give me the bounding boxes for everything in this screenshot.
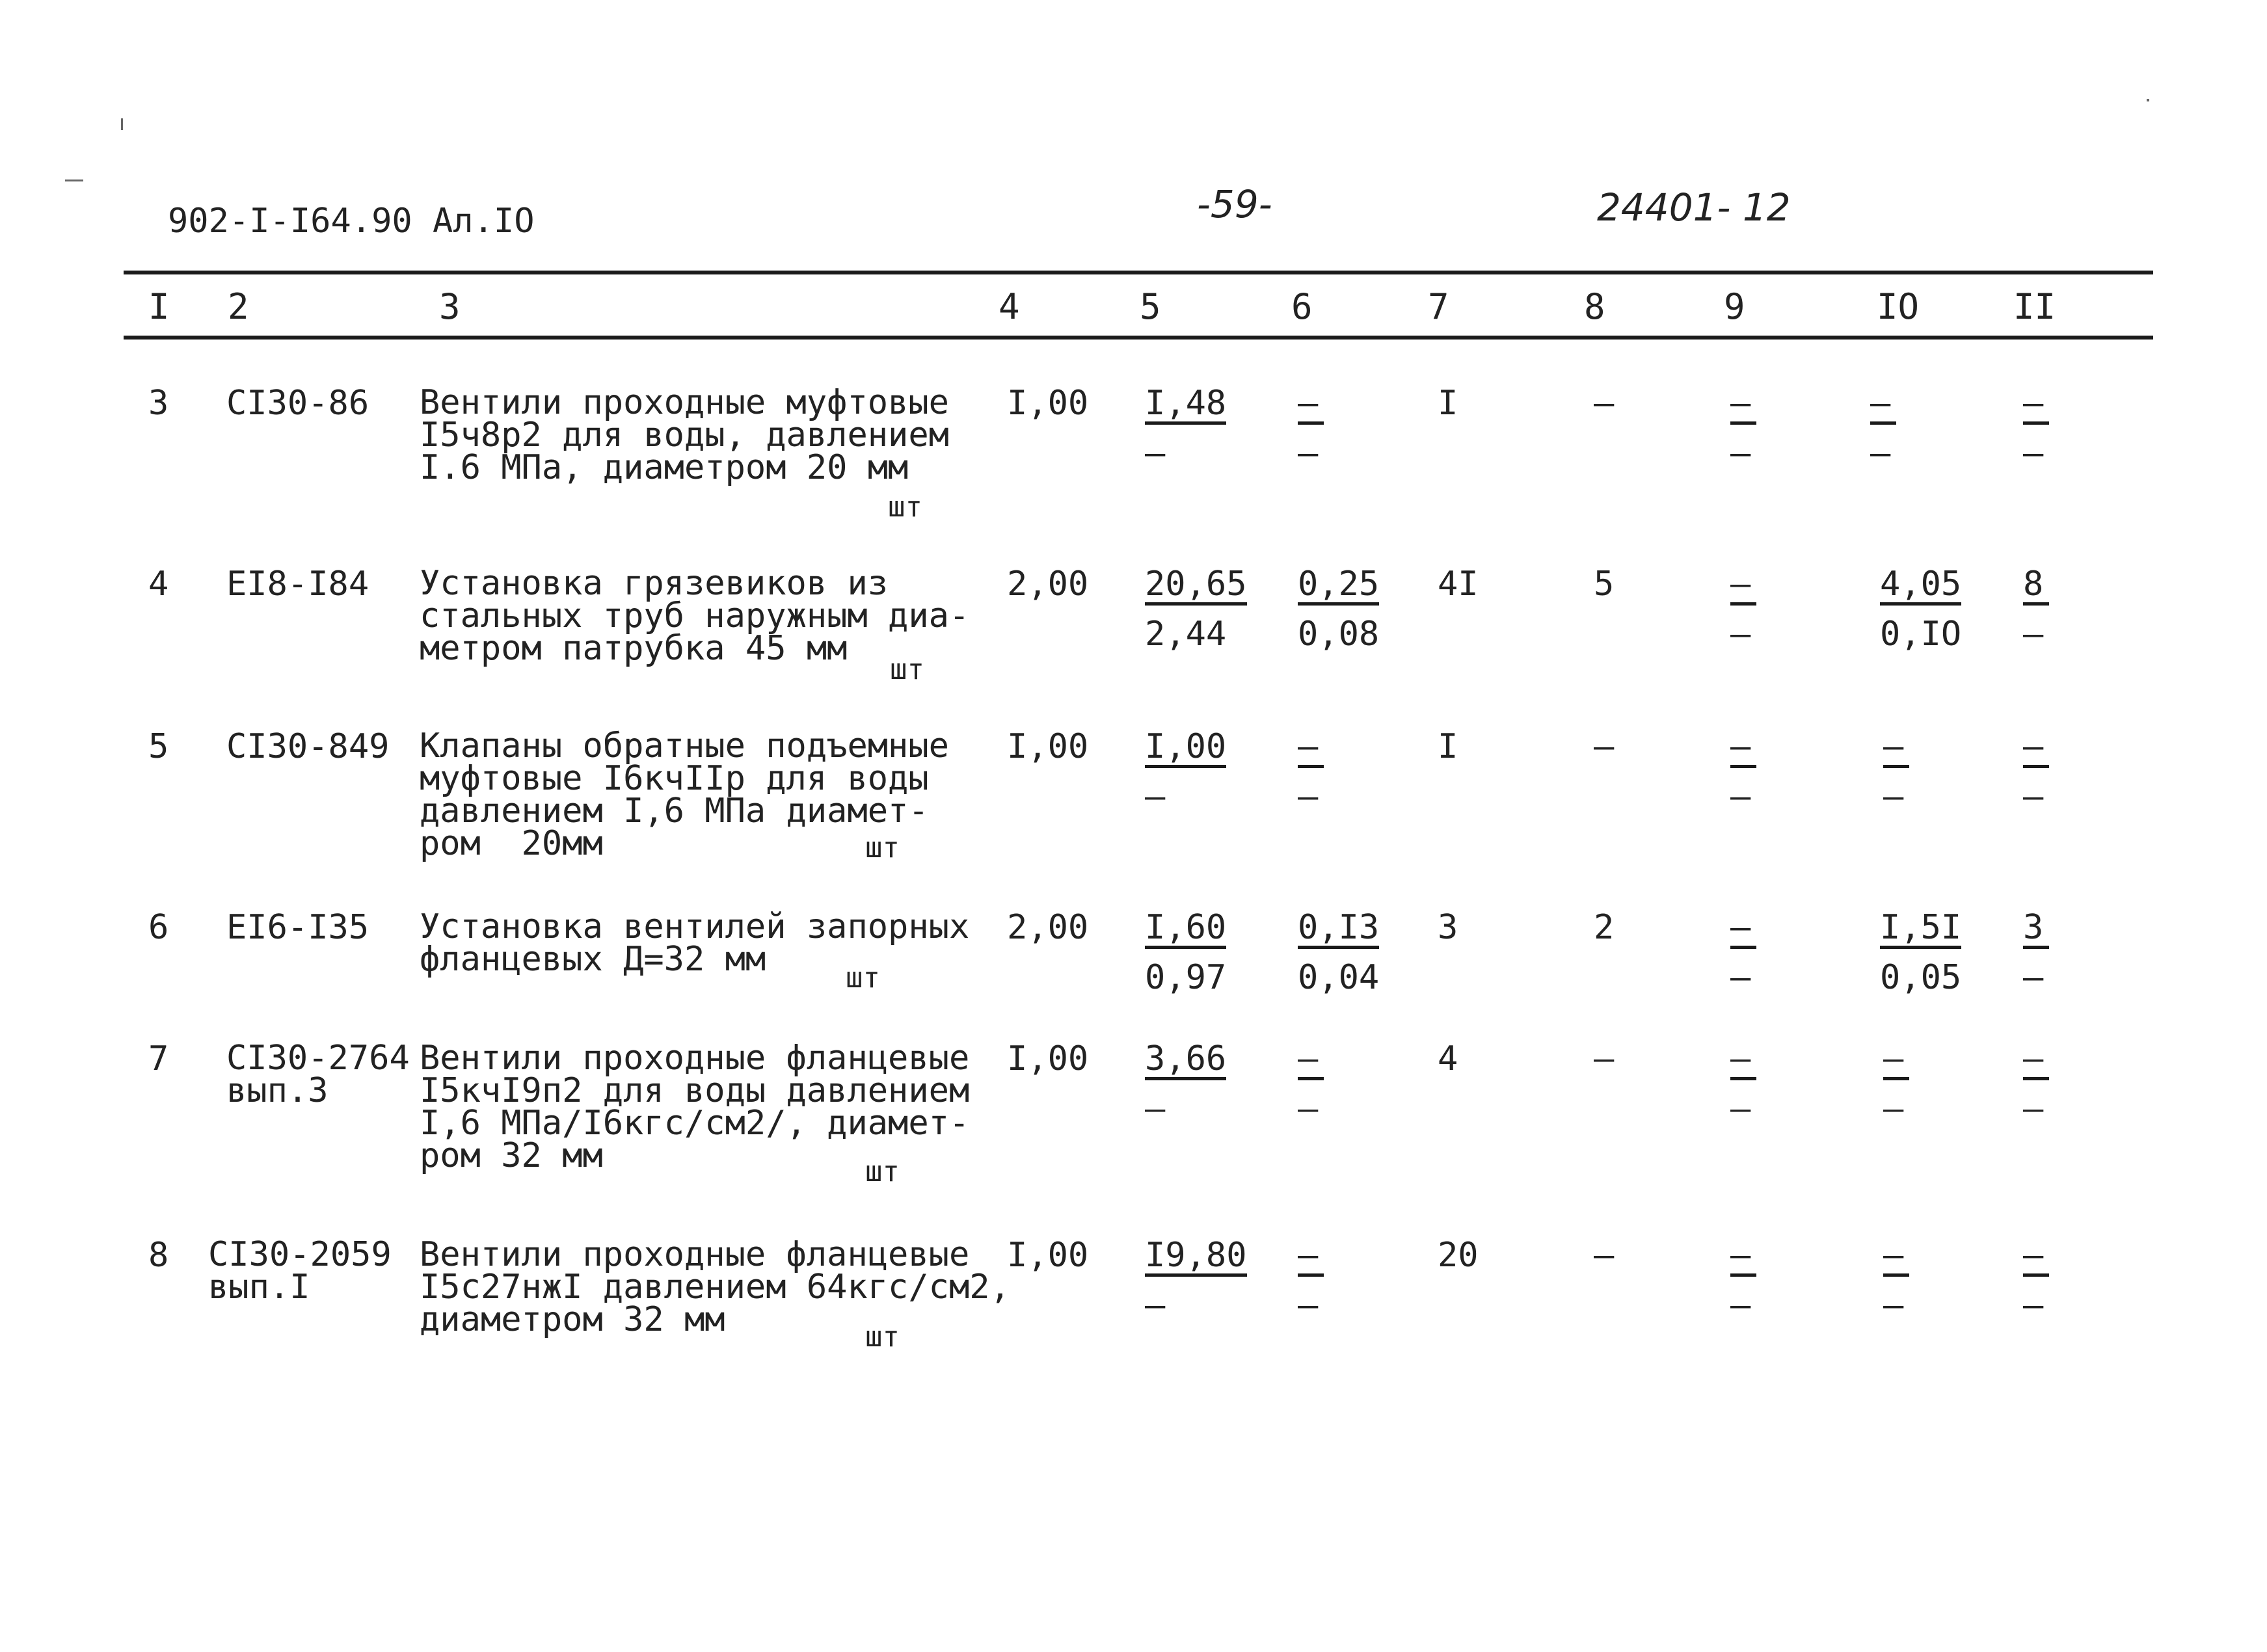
quantity: 2,00 (1007, 565, 1089, 604)
denominator: – (1145, 434, 1166, 473)
norm-code: CI30-2059 вып.I (208, 1235, 392, 1307)
denominator: 0,08 (1298, 615, 1380, 654)
numerator: – (2023, 386, 2049, 425)
denominator: – (1145, 1089, 1166, 1128)
cost-fraction-col6 (1298, 565, 1380, 654)
denominator: – (2023, 434, 2044, 473)
norm-code: EI8-I84 (226, 565, 369, 604)
denominator: – (1870, 434, 1891, 473)
quantity: I,00 (1007, 1039, 1089, 1078)
quantity: 2,00 (1007, 908, 1089, 947)
denominator: – (2023, 777, 2044, 816)
row-number: 5 (148, 727, 169, 766)
norm-code: CI30-849 (226, 727, 390, 766)
norm-code: CI30-2764 вып.3 (226, 1039, 410, 1110)
numerator: I,00 (1145, 730, 1226, 768)
cost-fraction-col6 (1298, 908, 1380, 997)
denominator: – (1730, 1089, 1751, 1128)
numerator: I,60 (1145, 911, 1226, 949)
col8-value: 5 (1594, 565, 1615, 604)
cost-fraction-col11 (2023, 727, 2049, 816)
unit-label: шт (890, 653, 924, 686)
work-description: Вентили проходные муфтовые I5ч8р2 для воды, давлением I.6 МПа, диаметром 20 мм (420, 383, 949, 487)
denominator: – (1145, 1286, 1166, 1325)
cost-fraction-col9 (1730, 384, 1756, 473)
work-description: Вентили проходные фланцевые I5кчI9п2 для воды давлением I,6 МПа/I6кгс/см2/, диамет- ром 32 мм (420, 1039, 970, 1175)
cost-fraction-col11 (2023, 1039, 2049, 1128)
work-description: Клапаны обратные подъемные муфтовые I6кчIIр для воды давлением I,6 МПа диамет- ром 20мм (420, 726, 949, 863)
column-header: 2 (228, 286, 249, 327)
row-number: 7 (148, 1039, 169, 1078)
cost-fraction-col5 (1145, 1039, 1227, 1128)
cost-fraction-col5 (1145, 1236, 1247, 1325)
numerator: 20,65 (1145, 567, 1247, 606)
column-header: 6 (1291, 286, 1313, 327)
cost-fraction-col11 (2023, 908, 2049, 997)
numerator: – (1730, 730, 1756, 768)
cost-fraction-col6 (1298, 727, 1324, 816)
denominator: – (2023, 958, 2044, 997)
cost-fraction-col11 (2023, 565, 2049, 654)
numerator: – (2023, 1238, 2049, 1277)
denominator: 0,05 (1880, 958, 1962, 997)
scan-mark (121, 118, 123, 130)
cost-fraction-col10 (1870, 384, 1896, 473)
numerator: – (1298, 730, 1324, 768)
scan-mark (2147, 99, 2149, 101)
col7-value: I (1438, 384, 1458, 423)
cost-fraction-col5 (1145, 727, 1227, 816)
quantity: I,00 (1007, 727, 1089, 766)
cost-fraction-col6 (1298, 384, 1324, 473)
table-top-rule (124, 271, 2153, 274)
cost-fraction-col5 (1145, 908, 1227, 997)
col7-value: 4I (1438, 565, 1479, 604)
numerator: 0,I3 (1298, 911, 1379, 949)
cost-fraction-col9 (1730, 1039, 1756, 1128)
numerator: I9,80 (1145, 1238, 1247, 1277)
norm-code: EI6-I35 (226, 908, 369, 947)
table-header-rule (124, 336, 2153, 340)
cost-fraction-col10 (1880, 908, 1962, 997)
denominator: – (1730, 1286, 1751, 1325)
work-description: Установка грязевиков из стальных труб наружным диа- метром патрубка 45 мм (420, 564, 970, 668)
column-header: I (148, 286, 170, 327)
denominator: – (1883, 777, 1904, 816)
denominator: – (1883, 1286, 1904, 1325)
column-header: II (2013, 286, 2056, 327)
unit-label: шт (865, 1155, 900, 1188)
inventory-number: 24401- 12 (1597, 185, 1791, 230)
denominator: – (1145, 777, 1166, 816)
denominator: – (1730, 958, 1751, 997)
row-number: 6 (148, 908, 169, 947)
work-description: Вентили проходные фланцевые I5с27нжI давлением 64кгс/см2, диаметром 32 мм (420, 1235, 1010, 1339)
numerator: I,5I (1880, 911, 1961, 949)
column-header: 9 (1724, 286, 1745, 327)
cost-fraction-col9 (1730, 908, 1756, 997)
denominator: – (2023, 615, 2044, 654)
cost-fraction-col9 (1730, 565, 1756, 654)
unit-label: шт (865, 831, 900, 864)
cost-fraction-col10 (1883, 727, 1909, 816)
col8-value: – (1594, 727, 1615, 766)
denominator: – (1730, 434, 1751, 473)
denominator: 0,IO (1880, 615, 1962, 654)
unit-label: шт (865, 1320, 900, 1353)
numerator: – (1298, 386, 1324, 425)
row-number: 4 (148, 565, 169, 604)
unit-label: шт (888, 490, 922, 524)
cost-fraction-col5 (1145, 565, 1247, 654)
denominator: 0,97 (1145, 958, 1227, 997)
cost-fraction-col11 (2023, 384, 2049, 473)
cost-fraction-col6 (1298, 1039, 1324, 1128)
denominator: 0,04 (1298, 958, 1380, 997)
cost-fraction-col10 (1883, 1039, 1909, 1128)
cost-fraction-col10 (1883, 1236, 1909, 1325)
numerator: – (1298, 1238, 1324, 1277)
cost-fraction-col5 (1145, 384, 1227, 473)
page-number: -59- (1197, 182, 1272, 226)
row-number: 8 (148, 1236, 169, 1275)
denominator: – (1298, 1089, 1319, 1128)
numerator: 3,66 (1145, 1042, 1226, 1080)
denominator: – (2023, 1286, 2044, 1325)
numerator: – (1870, 386, 1896, 425)
numerator: 0,25 (1298, 567, 1379, 606)
numerator: – (1730, 386, 1756, 425)
numerator: – (1730, 567, 1756, 606)
unit-label: шт (846, 961, 880, 994)
cost-fraction-col9 (1730, 727, 1756, 816)
denominator: – (1883, 1089, 1904, 1128)
document-code: 902-I-I64.90 Ал.IO (168, 202, 535, 241)
numerator: – (1883, 1238, 1909, 1277)
work-description: Установка вентилей запорных фланцевых Д=32 мм (420, 907, 970, 979)
numerator: 3 (2023, 911, 2049, 949)
quantity: I,00 (1007, 1236, 1089, 1275)
col7-value: 20 (1438, 1236, 1479, 1275)
denominator: – (1730, 777, 1751, 816)
col8-value: – (1594, 384, 1615, 423)
column-header: 4 (999, 286, 1020, 327)
col8-value: – (1594, 1236, 1615, 1275)
denominator: – (1730, 615, 1751, 654)
numerator: – (1730, 1042, 1756, 1080)
numerator: – (2023, 730, 2049, 768)
col7-value: I (1438, 727, 1458, 766)
col7-value: 4 (1438, 1039, 1458, 1078)
denominator: 2,44 (1145, 615, 1227, 654)
cost-fraction-col6 (1298, 1236, 1324, 1325)
cost-fraction-col11 (2023, 1236, 2049, 1325)
quantity: I,00 (1007, 384, 1089, 423)
column-header: 3 (439, 286, 461, 327)
numerator: – (1883, 730, 1909, 768)
col8-value: 2 (1594, 908, 1615, 947)
norm-code: CI30-86 (226, 384, 369, 423)
cost-fraction-col10 (1880, 565, 1962, 654)
col7-value: 3 (1438, 908, 1458, 947)
column-header: IO (1877, 286, 1920, 327)
denominator: – (1298, 434, 1319, 473)
column-header: 5 (1140, 286, 1161, 327)
denominator: – (2023, 1089, 2044, 1128)
numerator: – (1298, 1042, 1324, 1080)
scan-mark (65, 180, 83, 181)
denominator: – (1298, 777, 1319, 816)
numerator: – (1730, 911, 1756, 949)
numerator: – (1883, 1042, 1909, 1080)
cost-fraction-col9 (1730, 1236, 1756, 1325)
col8-value: – (1594, 1039, 1615, 1078)
column-header: 7 (1428, 286, 1449, 327)
numerator: – (1730, 1238, 1756, 1277)
column-header: 8 (1584, 286, 1605, 327)
numerator: I,48 (1145, 386, 1226, 425)
denominator: – (1298, 1286, 1319, 1325)
row-number: 3 (148, 384, 169, 423)
numerator: 8 (2023, 567, 2049, 606)
numerator: 4,05 (1880, 567, 1961, 606)
numerator: – (2023, 1042, 2049, 1080)
